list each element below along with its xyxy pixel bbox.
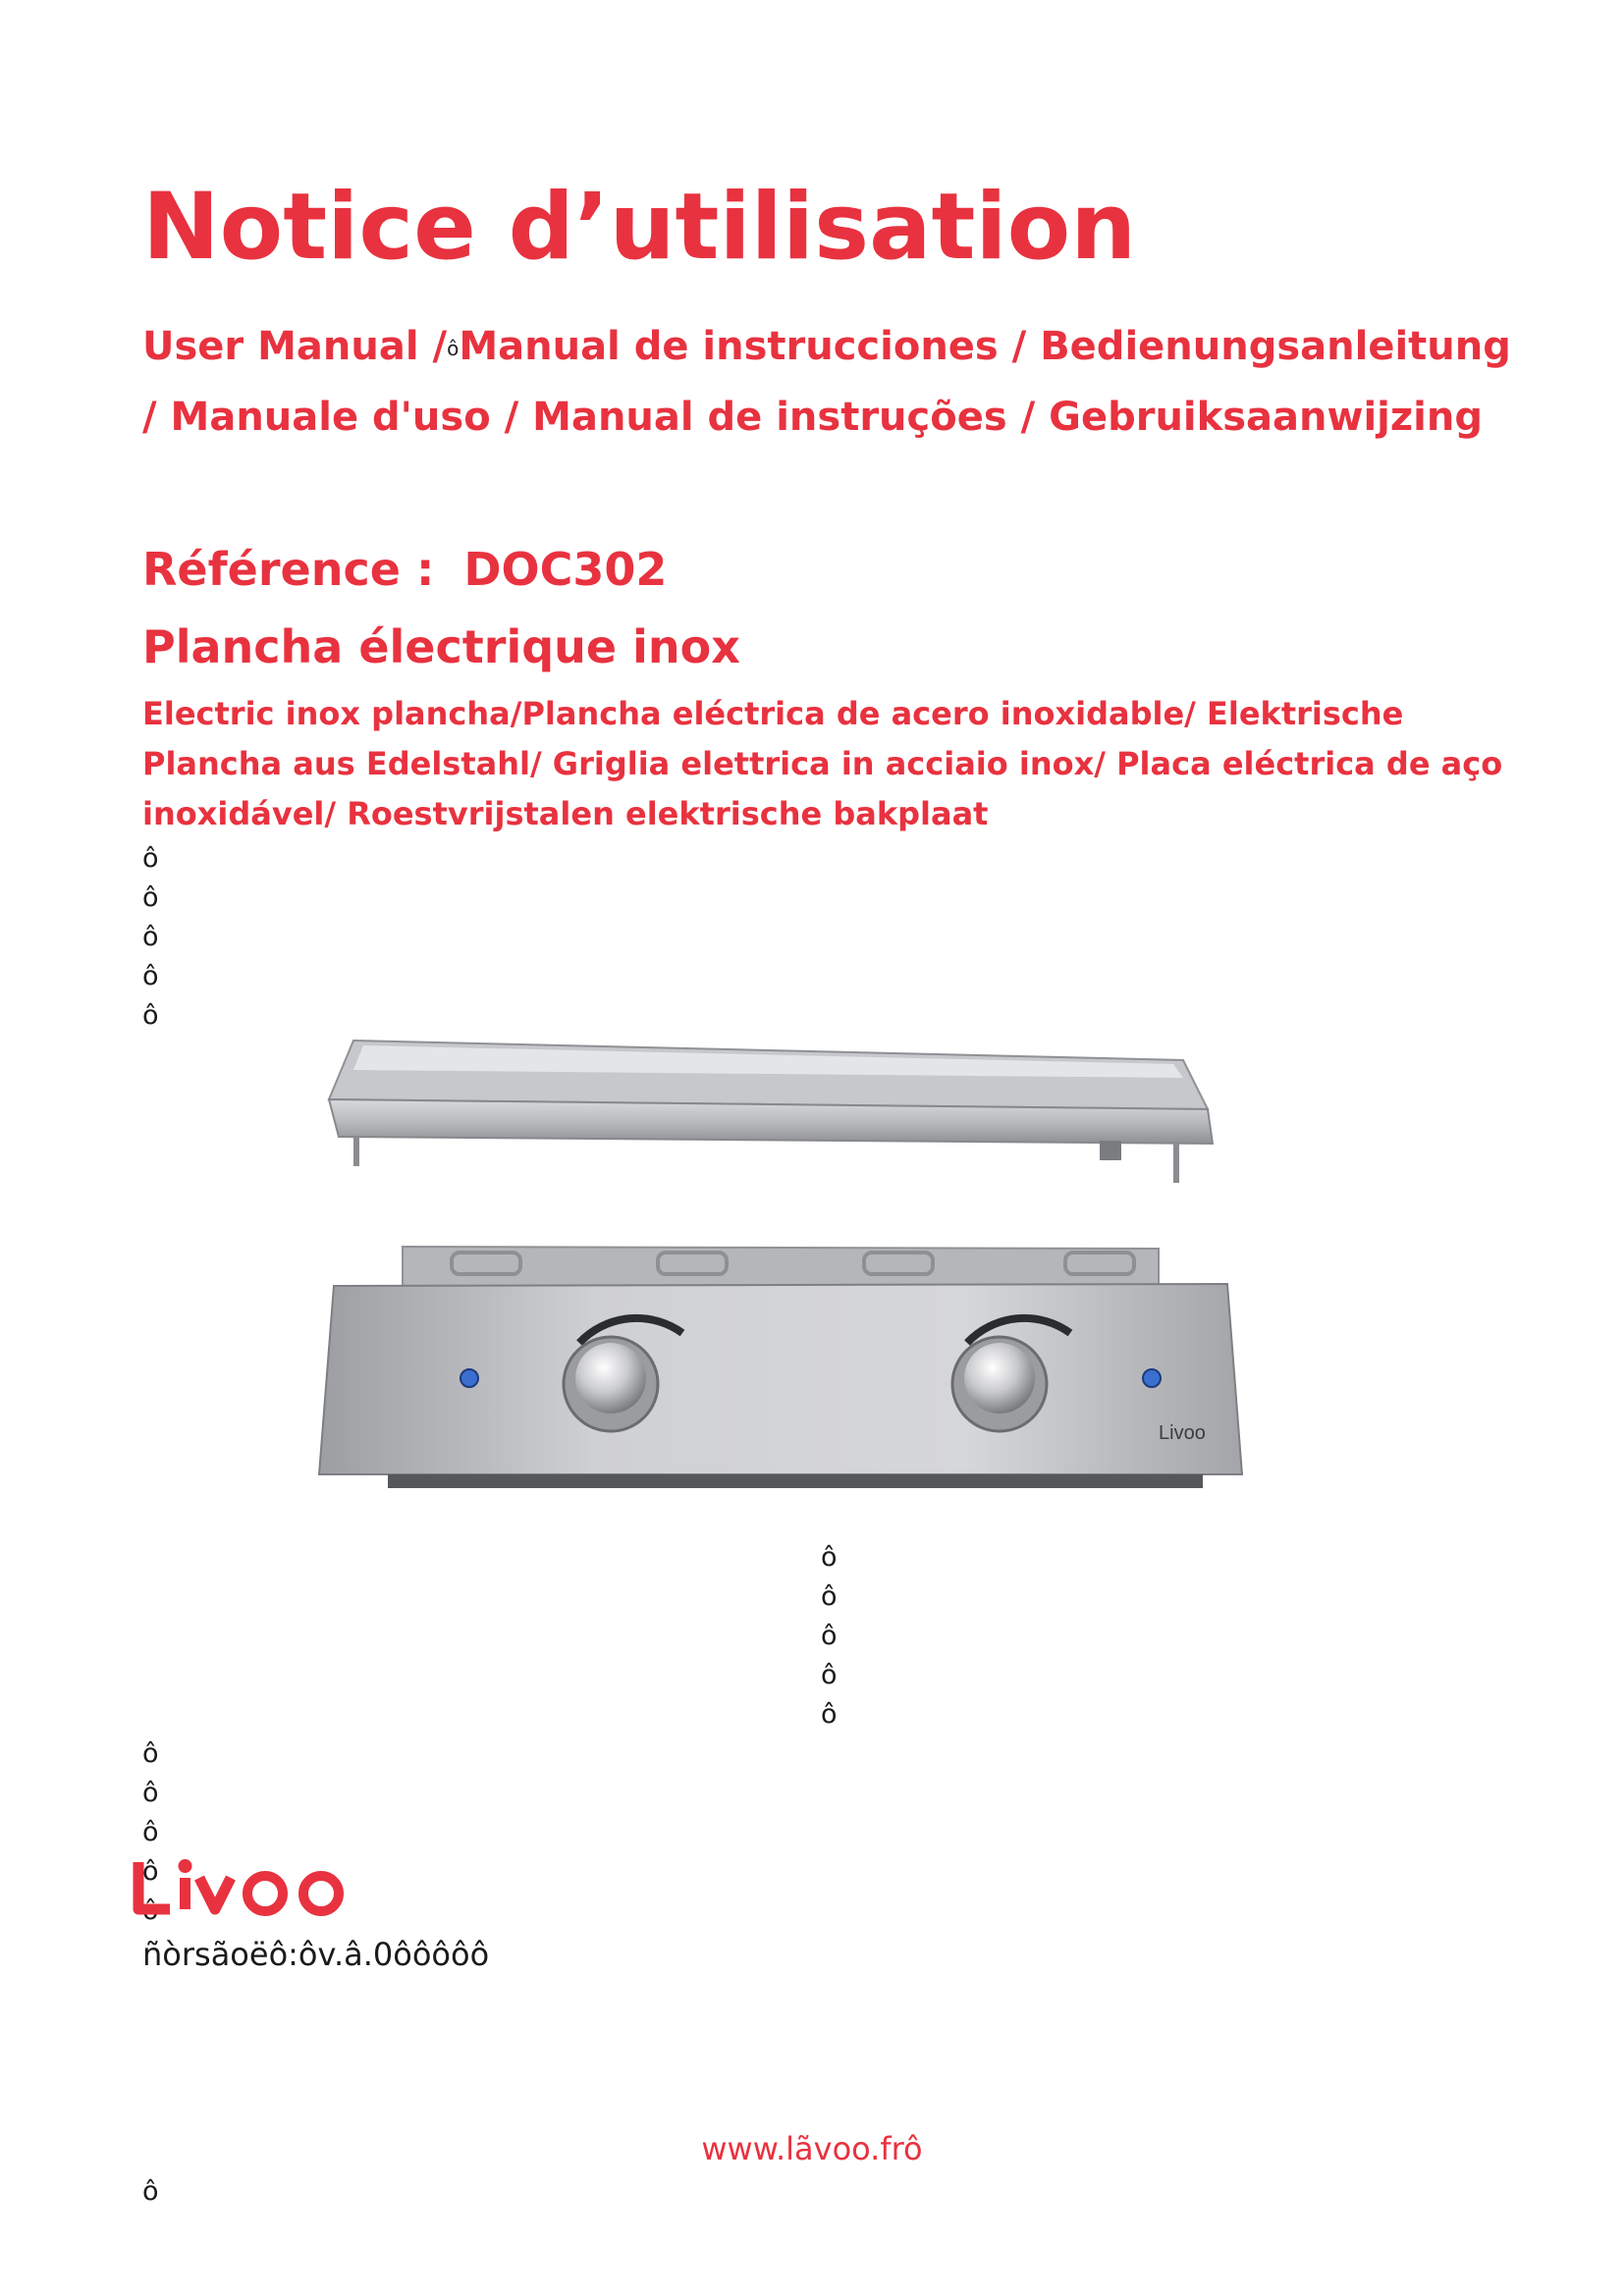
product-description: Electric inox plancha/Plancha eléctrica de acero inoxidable/ Elektrische Plancha aus Edelstahl/ Griglia elettrica in acciaio inox/ Placa eléctrica de aço inoxidável/ Roestvrijstalen elektrische bakplaat <box>142 695 1503 832</box>
page-title: Notice d’utilisation <box>142 174 1137 281</box>
manual-subtitle <box>142 312 1537 452</box>
livoo-logo <box>133 1850 358 1919</box>
griddle-plate <box>329 1041 1213 1183</box>
glyph-list-top <box>142 839 159 1036</box>
product-name: Plancha électrique inox <box>142 620 740 673</box>
glyph: ô <box>142 843 159 874</box>
product-code-line: ñòrsãoëô:ôv.â.0ôôôôô <box>142 1936 490 1973</box>
subtitle-glyph: ô <box>447 337 460 360</box>
reference-label: Référence : <box>142 543 435 596</box>
glyph: ô <box>142 1856 159 1887</box>
glyph: ô <box>821 1621 838 1651</box>
reference-value: DOC302 <box>463 543 668 596</box>
glyph: ô <box>142 961 159 991</box>
subtitle-part-2: Manual de instrucciones / Bedienungsanleitung / Manuale d'uso / Manual de instruções / Gebruiksaanwijzing <box>142 324 1511 440</box>
website-link[interactable]: www.lãvoo.frô <box>701 2130 923 2167</box>
glyph-list-mid <box>821 1538 838 1735</box>
glyph: ô <box>142 1000 159 1031</box>
glyph: ô <box>142 882 159 913</box>
glyph: ô <box>821 1542 838 1573</box>
glyph: ô <box>142 1738 159 1769</box>
glyph: ô <box>821 1660 838 1690</box>
glyph-footer: ô <box>142 2176 159 2207</box>
glyph: ô <box>142 1817 159 1847</box>
subtitle-part-1: User Manual / <box>142 324 448 369</box>
plancha-base <box>319 1247 1242 1488</box>
panel-brand-text: Livoo <box>1159 1422 1206 1444</box>
glyph: ô <box>821 1699 838 1730</box>
reference-line <box>142 543 667 596</box>
glyph: ô <box>142 1896 159 1926</box>
glyph: ô <box>142 922 159 952</box>
glyph: ô <box>142 1778 159 1808</box>
glyph: ô <box>821 1581 838 1612</box>
plancha-product-image <box>295 1021 1355 1551</box>
